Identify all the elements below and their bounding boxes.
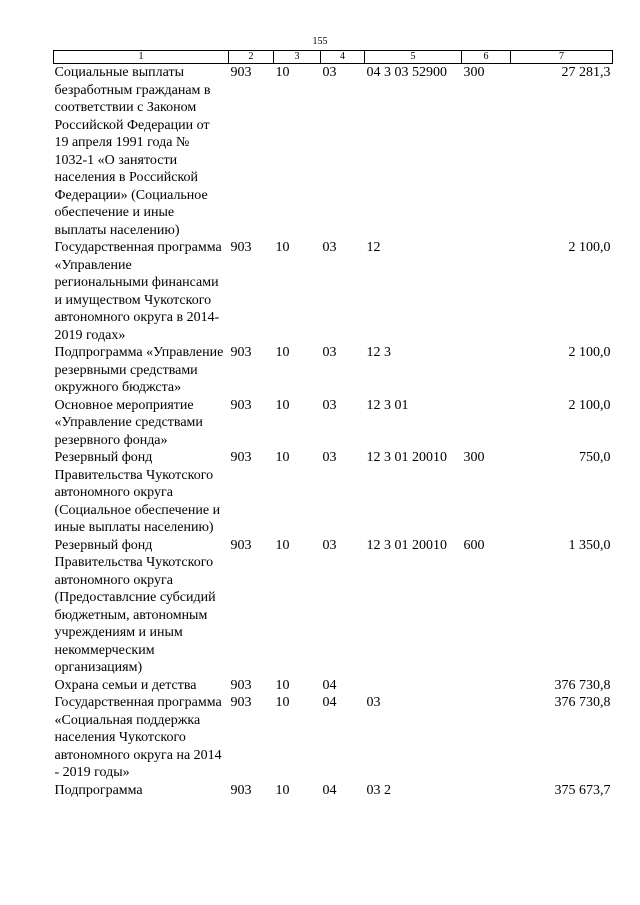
- ministry-code: 903: [230, 65, 252, 80]
- subsection-code: 03: [322, 345, 337, 360]
- column-header: 1: [54, 51, 229, 64]
- table-row: [54, 239, 613, 344]
- subsection-code: 03: [322, 397, 337, 413]
- section-code: 10: [275, 397, 290, 413]
- target-article-code: 12: [366, 240, 381, 255]
- row-description: Охрана семьи и детства: [54, 677, 197, 693]
- subsection-code: 03: [322, 537, 337, 553]
- row-description: Подпрограмма: [54, 782, 143, 798]
- section-code: 10: [275, 782, 290, 798]
- subsection-code: 04: [322, 782, 337, 798]
- subsection-code: 03: [322, 65, 337, 80]
- subsection-code: 03: [322, 450, 337, 465]
- amount-value: 2 100,0: [568, 397, 611, 413]
- target-article-code: 12 3 01: [366, 397, 409, 413]
- ministry-code: 903: [230, 537, 252, 553]
- section-code: 10: [275, 695, 290, 710]
- amount-value: 750,0: [579, 450, 611, 465]
- row-description: Государственная программа «Социальная поддержка населения Чукотского автономного округа на 2014 - 2019 годы»: [54, 695, 222, 780]
- amount-value: 376 730,8: [554, 695, 611, 710]
- row-description: Государственная программа «Управление региональными финансами и имуществом Чукотского автономного округа в 2014-2019 годах»: [54, 240, 222, 343]
- row-description: Социальные выплаты безработным гражданам в соответствии с Законом Российской Федерации от 19 апреля 1991 года № 1032-1 «О занятости населения в Российской Федерации» (Социальное обеспечение и иные выплаты населению): [54, 65, 211, 238]
- table-row: [54, 449, 613, 537]
- section-code: 10: [275, 345, 290, 360]
- row-description: Резервный фонд Правительства Чукотского автономного округа (Социальное обеспечение и иные выплаты населению): [54, 450, 221, 535]
- amount-value: 2 100,0: [568, 240, 611, 255]
- expense-type-code: [462, 782, 511, 800]
- subsection-code: 03: [322, 240, 337, 255]
- section-code: 10: [275, 677, 290, 693]
- expense-type-code: [462, 677, 511, 695]
- budget-table: [53, 50, 613, 799]
- column-header: 2: [229, 51, 274, 64]
- table-row: [54, 397, 613, 450]
- amount-value: 376 730,8: [554, 677, 611, 693]
- table-row: [54, 677, 613, 695]
- column-number-row: [54, 51, 613, 64]
- expense-type-code: 300: [463, 65, 485, 80]
- amount-value: 2 100,0: [568, 345, 611, 360]
- table-row: [54, 782, 613, 800]
- section-code: 10: [275, 537, 290, 553]
- ministry-code: 903: [230, 450, 252, 465]
- ministry-code: 903: [230, 677, 252, 693]
- column-header: 7: [511, 51, 613, 64]
- amount-value: 375 673,7: [554, 782, 611, 798]
- row-description: Резервный фонд Правительства Чукотского автономного округа (Предоставлсние субсидий бюджетным, автономным учреждениям и иным некоммерческим организациям): [54, 537, 216, 675]
- ministry-code: 903: [230, 397, 252, 413]
- target-article-code: 03 2: [366, 782, 391, 798]
- column-header: 6: [462, 51, 511, 64]
- expense-type-code: 300: [463, 450, 485, 465]
- section-code: 10: [275, 240, 290, 255]
- ministry-code: 903: [230, 240, 252, 255]
- table-row: [54, 694, 613, 782]
- target-article-code: 12 3: [366, 345, 391, 360]
- section-code: 10: [275, 450, 290, 465]
- section-code: 10: [275, 65, 290, 80]
- table-row: [54, 64, 613, 240]
- amount-value: 1 350,0: [568, 537, 611, 553]
- ministry-code: 903: [230, 782, 252, 798]
- column-header: 5: [365, 51, 462, 64]
- target-article-code: [365, 677, 462, 695]
- expense-type-code: [462, 239, 511, 344]
- subsection-code: 04: [322, 677, 337, 693]
- target-article-code: 04 3 03 52900: [366, 65, 447, 80]
- target-article-code: 12 3 01 20010: [366, 450, 447, 465]
- expense-type-code: [462, 694, 511, 782]
- table-row: [54, 344, 613, 397]
- ministry-code: 903: [230, 695, 252, 710]
- target-article-code: 12 3 01 20010: [366, 537, 447, 553]
- expense-type-code: [462, 344, 511, 397]
- column-header: 4: [321, 51, 365, 64]
- page-number: 155: [312, 36, 328, 47]
- expense-type-code: [462, 397, 511, 450]
- amount-value: 27 281,3: [561, 65, 611, 80]
- target-article-code: 03: [366, 695, 381, 710]
- column-header: 3: [274, 51, 321, 64]
- ministry-code: 903: [230, 345, 252, 360]
- subsection-code: 04: [322, 695, 337, 710]
- row-description: Основное мероприятие «Управление средствами резервного фонда»: [54, 397, 203, 448]
- row-description: Подпрограмма «Управление резервными средствами окружного бюджста»: [54, 345, 224, 395]
- table-row: [54, 537, 613, 677]
- expense-type-code: 600: [463, 537, 485, 553]
